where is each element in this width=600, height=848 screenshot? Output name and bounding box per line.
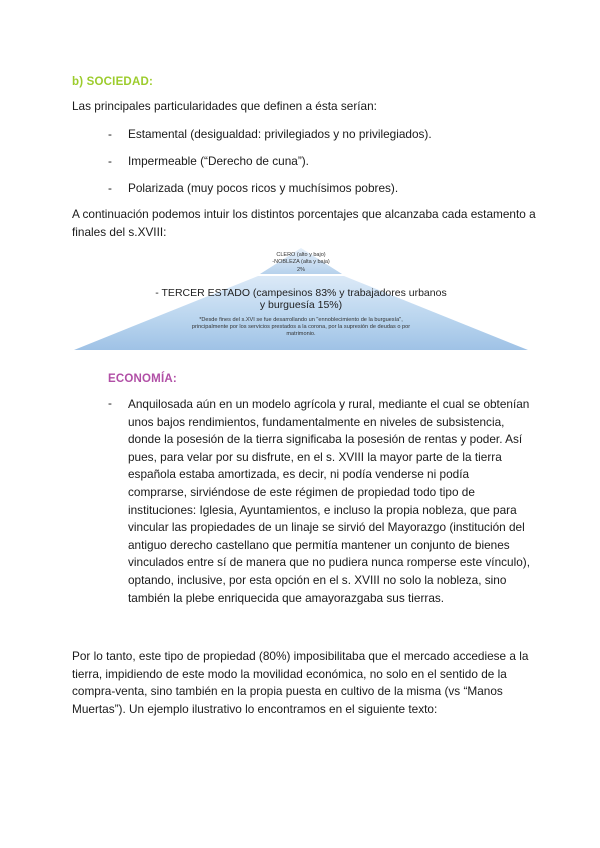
pyramid-note-line3: matrimonio. [286, 331, 316, 337]
dash-marker: - [108, 154, 112, 168]
sociedad-intro-percentages: A continuación podemos intuir los distintos porcentajes que alcanzaba cada estamento a finales del s.XVIII: [72, 207, 536, 239]
list-item [108, 180, 528, 197]
pyramid-note-line2: principalmente por los servicios prestados a la corona, por la supresión de deudas o por [191, 324, 411, 330]
bullet-text: Estamental (desigualdad: privilegiados y no privilegiados). [128, 127, 432, 141]
pyramid-graphic [72, 244, 530, 356]
sociedad-bullet-list [108, 126, 528, 207]
dash-marker: - [108, 396, 112, 410]
pyramid-clergy-label: CLERO (alto y bajo) [276, 252, 326, 258]
sociedad-heading: b) SOCIEDAD: [72, 76, 153, 88]
sociedad-intro: Las principales particularidades que definen a ésta serían: [72, 99, 377, 113]
economia-item [108, 396, 530, 607]
conclusion-paragraph: Por lo tanto, este tipo de propiedad (80%) imposibilitaba que el mercado accediese a la tierra, impidiendo de este modo la movilidad económica, no solo en el sentido de la compra-venta, sino también en la propia puesta en cultivo de la misma (vs “Manos Muertas”). Un ejemplo ilustrativo lo encontramos en el siguiente texto: [72, 649, 529, 716]
dash-marker: - [108, 181, 112, 195]
estamentos-pyramid [72, 244, 530, 356]
pyramid-third-estate-line1: - TERCER ESTADO (campesinos 83% y trabajadores urbanos [155, 287, 447, 299]
dash-marker: - [108, 127, 112, 141]
economia-heading: ECONOMÍA: [108, 373, 177, 385]
bullet-text: Polarizada (muy pocos ricos y muchísimos pobres). [128, 181, 399, 195]
list-item [108, 153, 528, 170]
pyramid-third-estate-line2: y burguesía 15%) [259, 299, 343, 311]
economia-text: Anquilosada aún en un modelo agrícola y rural, mediante el cual se obtenían unos bajos rendimientos, fundamentalmente en niveles de subsistencia, donde la posesión de la tierra significaba la posesión de rentas y poder. Así pues, para velar por su disfrute, en el s. XVIII la mayor parte de la tierra española estaba amortizada, es decir, ni podía venderse ni podía comprarse, sirviéndose de este régimen de propiedad todo tipo de instituciones: Iglesia, Ayuntamientos, e incluso la propia nobleza, que para vincular las propiedades de un linaje se sirvió del Mayorazgo (institución del antiguo derecho castellano que permitía mantener un conjunto de bienes vinculados entre sí de manera que no pudiera nunca romperse este vínculo), optando, inclusive, por esta opción en el s. XVIII no solo la nobleza, sino también la plebe enriquecida que amayorazgaba sus tierras. [128, 397, 530, 605]
bullet-text: Impermeable (“Derecho de cuna”). [128, 154, 309, 168]
pyramid-note-line1: *Desde fines del s.XVI se fue desarrollando un "ennoblecimiento de la burguesía", [199, 317, 403, 323]
pyramid-nobility-label: -NOBLEZA (alta y baja) [272, 259, 330, 265]
pyramid-top-percent: 2% [297, 267, 305, 273]
list-item [108, 126, 528, 143]
